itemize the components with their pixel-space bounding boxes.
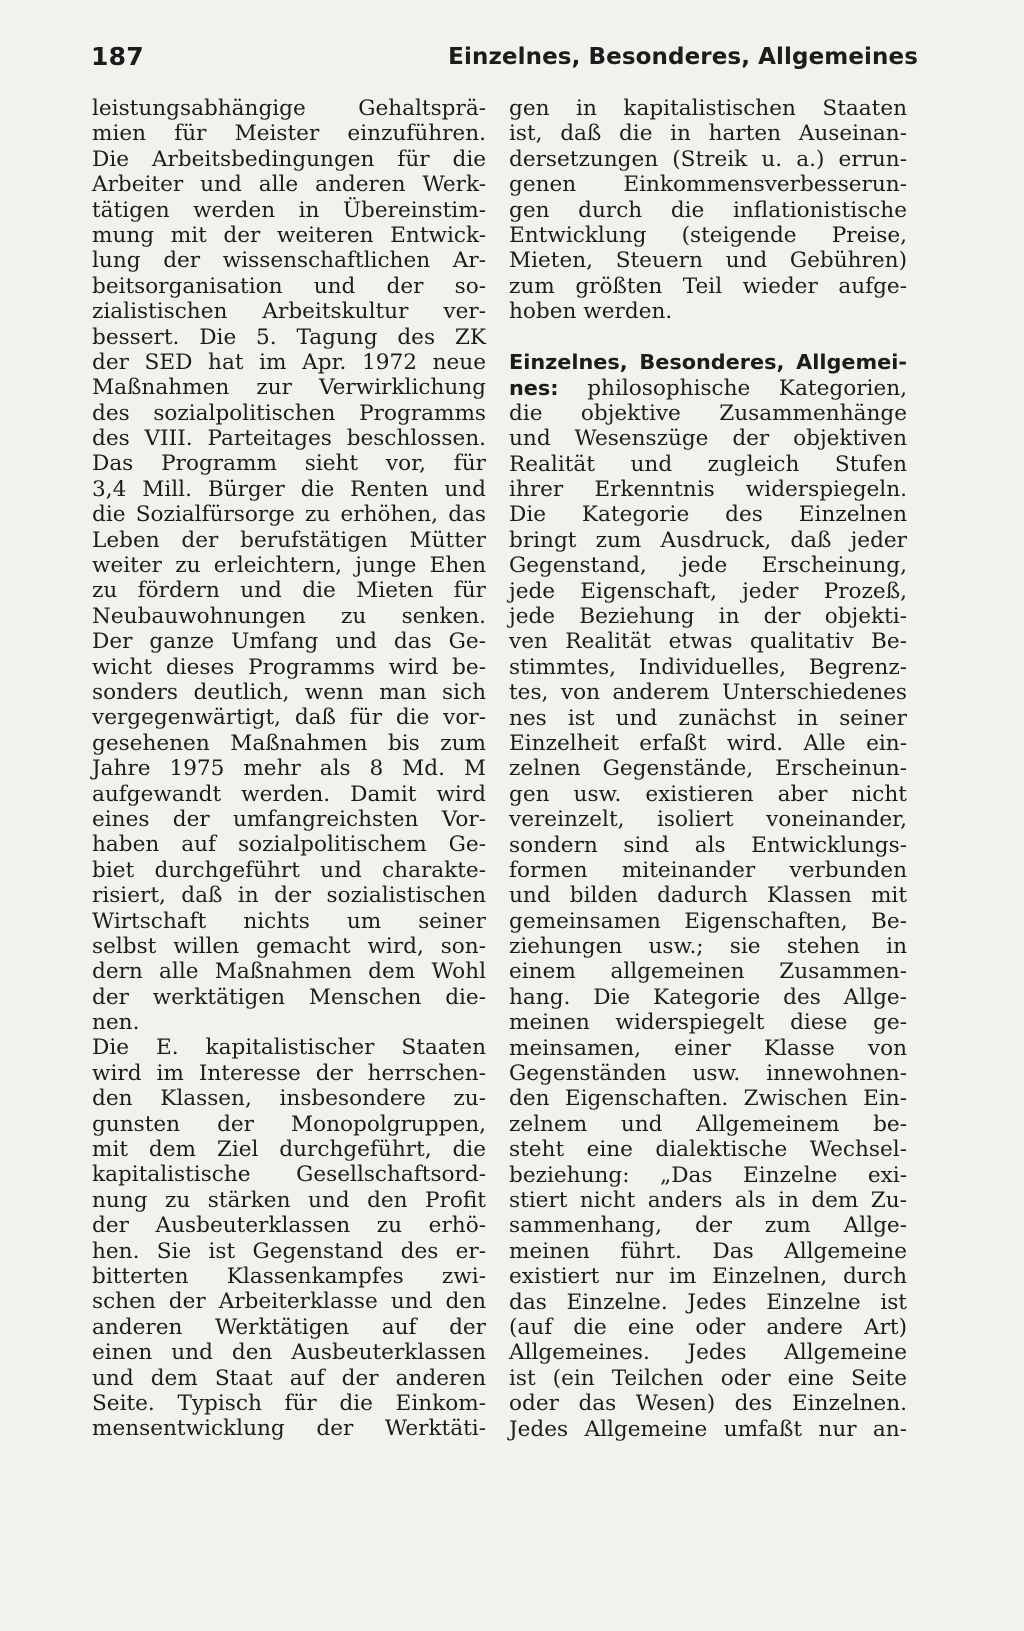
text-line: weiter zu erleichtern, junge Ehen <box>92 553 486 579</box>
text-line: nung zu stärken und den Profit <box>92 1187 486 1213</box>
text-line: dersetzungen (Streik u. a.) errun- <box>509 146 907 172</box>
text-line: Jahre 1975 mehr als 8 Md. M <box>92 756 486 782</box>
text-line: leistungsabhängige Gehaltsprä- <box>92 96 486 121</box>
text-line: gesehenen Maßnahmen bis zum <box>92 730 486 756</box>
text-line: Arbeiter und alle anderen Werk- <box>92 172 486 198</box>
text-line: die objektive Zusammenhänge <box>509 400 907 426</box>
text-line: 3,4 Mill. Bürger die Renten und <box>92 476 486 502</box>
text-line: einem allgemeinen Zusammen- <box>509 959 907 985</box>
text-line: existiert nur im Einzelnen, durch <box>509 1264 907 1290</box>
text-line: ist (ein Teilchen oder eine Seite <box>509 1365 907 1391</box>
text-line: eines der umfangreichsten Vor- <box>92 806 486 832</box>
text-line: bessert. Die 5. Tagung des ZK <box>92 324 486 350</box>
text-line: steht eine dialektische Wechsel- <box>509 1137 907 1163</box>
text-line: Seite. Typisch für die Einkom- <box>92 1390 486 1416</box>
text-line: biet durchgeführt und charakte- <box>92 857 486 883</box>
entry-line <box>509 376 907 401</box>
text-line: Realität und zugleich Stufen <box>509 451 907 477</box>
text-line: stiert nicht anders als in dem Zu- <box>509 1188 907 1213</box>
text-line: Leben der berufstätigen Mütter <box>92 527 486 553</box>
text-line: ziehungen usw.; sie stehen in <box>509 934 907 960</box>
entry-body <box>509 401 907 1442</box>
text-line: Jedes Allgemeine umfaßt nur an- <box>509 1416 907 1442</box>
text-line: Einzelheit erfaßt wird. Alle ein- <box>509 730 907 756</box>
text-line: ihrer Erkenntnis widerspiegeln. <box>509 477 907 503</box>
entry-headword-end: nes: <box>509 375 559 400</box>
text-line: den Eigenschaften. Zwischen Ein- <box>509 1086 907 1112</box>
text-line: Gegenstand, jede Erscheinung, <box>509 553 907 579</box>
entry-definition-start: philosophische Kategorien, <box>558 375 907 401</box>
page-number: 187 <box>91 42 144 71</box>
text-line: ist, daß die in harten Auseinan- <box>509 121 907 147</box>
text-line: oder das Wesen) des Einzelnen. <box>509 1391 907 1417</box>
text-line: der SED hat im Apr. 1972 neue <box>92 349 486 375</box>
text-line: Wirtschaft nichts um seiner <box>92 908 486 934</box>
text-line: beziehung: „Das Einzelne exi- <box>509 1162 907 1188</box>
text-line: nen. <box>92 1010 140 1036</box>
text-line: nes ist und zunächst in seiner <box>509 705 907 731</box>
text-line: des sozialpolitischen Programms <box>92 400 486 426</box>
text-line: zelnem und Allgemeinem be- <box>509 1111 907 1137</box>
entry-headword: Einzelnes, Besonderes, Allgemei- <box>509 350 907 375</box>
text-line: zelnen Gegenstände, Erscheinun- <box>509 756 907 782</box>
text-line: schen der Arbeiterklasse und den <box>92 1289 486 1315</box>
text-line: sonders deutlich, wenn man sich <box>92 679 486 705</box>
text-line: zialistischen Arbeitskultur ver- <box>92 299 486 325</box>
text-line: Das Programm sieht vor, für <box>92 451 486 477</box>
right-column-continuation <box>509 96 907 325</box>
text-line: zu fördern und die Mieten für <box>92 578 486 604</box>
text-line: selbst willen gemacht wird, son- <box>92 933 486 959</box>
text-line: meinen widerspiegelt diese ge- <box>509 1010 907 1036</box>
text-line: mien für Meister einzuführen. <box>92 121 486 147</box>
text-line: Die Kategorie des Einzelnen <box>509 502 907 528</box>
paragraph-gap <box>509 325 907 351</box>
text-line: sondern sind als Entwicklungs- <box>509 832 907 858</box>
text-line: bitterten Klassenkampfes zwi- <box>92 1263 486 1289</box>
text-line: zum größten Teil wieder aufge- <box>509 273 907 299</box>
left-column <box>92 96 486 1442</box>
text-line: bringt zum Ausdruck, daß jeder <box>509 527 907 553</box>
text-line: dern alle Maßnahmen dem Wohl <box>92 959 486 985</box>
entry-line <box>509 350 907 375</box>
text-line: formen miteinander verbunden <box>509 857 907 883</box>
text-line: tätigen werden in Übereinstim- <box>92 197 486 223</box>
text-line: gen durch die inflationistische <box>509 197 907 223</box>
text-line: Entwicklung (steigende Preise, <box>509 222 907 248</box>
text-line: der Ausbeuterklassen zu erhö- <box>92 1213 486 1239</box>
text-line: sammenhang, der zum Allge- <box>509 1213 907 1239</box>
text-line: Mieten, Steuern und Gebühren) <box>509 248 907 274</box>
text-line: gen in kapitalistischen Staaten <box>509 96 907 121</box>
text-line: tes, von anderem Unterschiedenes <box>509 680 907 706</box>
text-line: beitsorganisation und der so- <box>92 273 486 299</box>
text-line: und dem Staat auf der anderen <box>92 1365 486 1391</box>
text-line: der werktätigen Menschen die- <box>92 984 486 1010</box>
text-line: das Einzelne. Jedes Einzelne ist <box>509 1289 907 1315</box>
text-line: einen und den Ausbeuterklassen <box>92 1340 486 1366</box>
text-line: meinen führt. Das Allgemeine <box>509 1238 907 1264</box>
text-line: hen. Sie ist Gegenstand des er- <box>92 1238 486 1264</box>
text-line: Allgemeines. Jedes Allgemeine <box>509 1340 907 1366</box>
text-line: stimmtes, Individuelles, Begrenz- <box>509 654 907 680</box>
text-line: jede Eigenschaft, jeder Prozeß, <box>509 578 907 604</box>
text-line: wird im Interesse der herrschen- <box>92 1060 486 1086</box>
text-line: genen Einkommensverbesserun- <box>509 172 907 198</box>
text-line: (auf die eine oder andere Art) <box>509 1314 907 1340</box>
text-line: ven Realität etwas qualitativ Be- <box>509 629 907 655</box>
text-line: gemeinsamen Eigenschaften, Be- <box>509 908 907 934</box>
text-line: und bilden dadurch Klassen mit <box>509 883 907 909</box>
text-line: Die E. kapitalistischer Staaten <box>92 1035 486 1061</box>
text-line: gen usw. existieren aber nicht <box>509 781 907 807</box>
text-line: lung der wissenschaftlichen Ar- <box>92 248 486 274</box>
right-column <box>509 96 907 1442</box>
text-line: mensentwicklung der Werktäti- <box>92 1416 486 1442</box>
text-line: Die Arbeitsbedingungen für die <box>92 146 486 172</box>
text-line: wicht dieses Programms wird be- <box>92 654 486 680</box>
text-line: hang. Die Kategorie des Allge- <box>509 984 907 1010</box>
text-line: risiert, daß in der sozialistischen <box>92 883 486 909</box>
text-line: vergegenwärtigt, daß für die vor- <box>92 705 486 731</box>
text-line: Maßnahmen zur Verwirklichung <box>92 375 486 401</box>
text-line: gunsten der Monopolgruppen, <box>92 1111 486 1137</box>
text-line: haben auf sozialpolitischem Ge- <box>92 832 486 858</box>
text-line: Gegenständen usw. innewohnen- <box>509 1061 907 1087</box>
text-line: die Sozialfürsorge zu erhöhen, das <box>92 502 486 528</box>
text-line: Der ganze Umfang und das Ge- <box>92 629 486 655</box>
text-line: aufgewandt werden. Damit wird <box>92 781 486 807</box>
text-line: vereinzelt, isoliert voneinander, <box>509 807 907 833</box>
text-line: mit dem Ziel durchgeführt, die <box>92 1137 486 1163</box>
text-line: hoben werden. <box>509 299 673 325</box>
text-line: anderen Werktätigen auf der <box>92 1314 486 1340</box>
text-line: mung mit der weiteren Entwick- <box>92 222 486 248</box>
text-line: kapitalistische Gesellschaftsord- <box>92 1162 486 1188</box>
running-head: Einzelnes, Besonderes, Allgemeines <box>448 44 918 70</box>
dictionary-entry <box>509 350 907 1442</box>
text-line: jede Beziehung in der objekti- <box>509 604 907 630</box>
text-line: den Klassen, insbesondere zu- <box>92 1086 486 1112</box>
text-line: meinsamen, einer Klasse von <box>509 1035 907 1061</box>
text-line: des VIII. Parteitages beschlossen. <box>92 426 486 452</box>
text-line: Neubauwohnungen zu senken. <box>92 603 486 629</box>
text-line: und Wesenszüge der objektiven <box>509 426 907 452</box>
